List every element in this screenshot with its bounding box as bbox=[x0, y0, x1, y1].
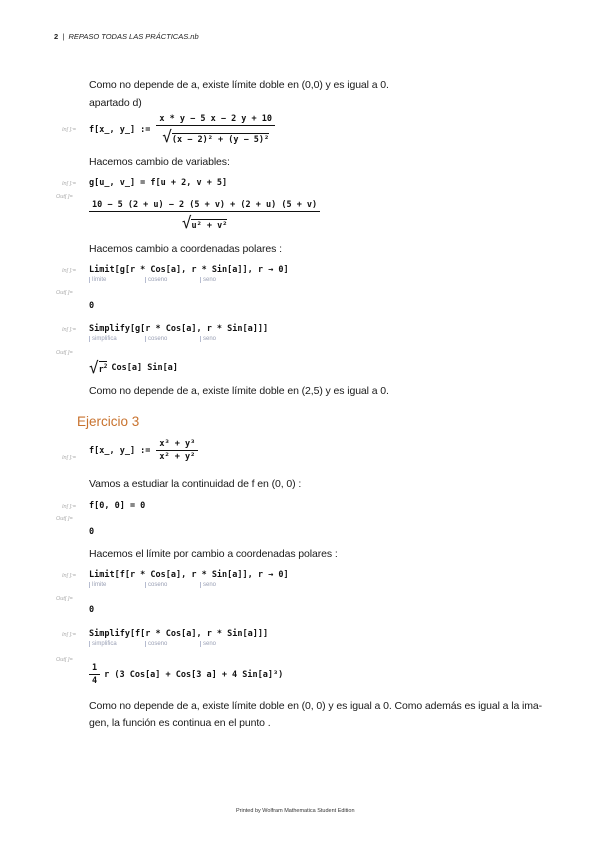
hint-sin: seno bbox=[200, 582, 216, 588]
input-label: In[ ]:= bbox=[62, 455, 76, 461]
text-paragraph: Hacemos cambio de variables: bbox=[89, 156, 230, 168]
text-paragraph: Hacemos el límite por cambio a coordenadas polares : bbox=[89, 548, 338, 560]
text-paragraph: Como no depende de a, existe límite doble en (2,5) y es igual a 0. bbox=[89, 385, 389, 397]
hint-limit: límite bbox=[89, 277, 106, 283]
input-cell[interactable]: Simplify[g[r * Cos[a], r * Sin[a]]] bbox=[89, 324, 269, 334]
input-label: In[ ]:= bbox=[62, 504, 76, 510]
output-label: Out[ ]= bbox=[56, 516, 73, 522]
input-cell[interactable] bbox=[89, 114, 275, 146]
definition-lhs: f[x_, y_] := bbox=[89, 125, 151, 135]
hint-simplify: simplifica bbox=[89, 336, 117, 342]
hint-simplify: simplifica bbox=[89, 641, 117, 647]
text-paragraph: Como no depende de a, existe límite doble en (0, 0) y es igual a 0. Como además es igual a la ima- bbox=[89, 700, 543, 712]
input-cell[interactable]: g[u_, v_] = f[u + 2, v + 5] bbox=[89, 178, 228, 188]
header-separator: | bbox=[62, 32, 65, 41]
output-label: Out[ ]= bbox=[56, 596, 73, 602]
output-label: Out[ ]= bbox=[56, 194, 73, 200]
page-number: 2 bbox=[54, 32, 59, 41]
numerator: 10 − 5 (2 + u) − 2 (5 + v) + (2 + u) (5 + v) bbox=[89, 200, 320, 212]
definition-lhs: f[x_, y_] := bbox=[89, 445, 151, 456]
input-cell[interactable]: f[0, 0] = 0 bbox=[89, 501, 146, 511]
fraction bbox=[89, 663, 100, 686]
numerator: x * y − 5 x − 2 y + 10 bbox=[156, 114, 275, 126]
denominator: √(x − 2)² + (y − 5)² bbox=[162, 127, 270, 146]
output-cell bbox=[89, 200, 320, 232]
denominator: 4 bbox=[92, 676, 98, 686]
output-label: Out[ ]= bbox=[56, 350, 73, 356]
input-label: In[ ]:= bbox=[62, 181, 76, 187]
hint-cos: coseno bbox=[145, 582, 167, 588]
page-header bbox=[54, 32, 199, 41]
output-cell: √ $r^2$ Cos[a] Sin[a] bbox=[89, 358, 178, 377]
text-paragraph: Como no depende de a, existe límite doble en (0,0) y es igual a 0. bbox=[89, 79, 389, 91]
input-label: In[ ]:= bbox=[62, 632, 76, 638]
input-label: In[ ]:= bbox=[62, 268, 76, 274]
input-label: In[ ]:= bbox=[62, 127, 76, 133]
fraction bbox=[89, 200, 320, 232]
text-paragraph: apartado d) bbox=[89, 97, 142, 109]
denominator: √u² + v² bbox=[181, 213, 228, 232]
output-label: Out[ ]= bbox=[56, 657, 73, 663]
fraction bbox=[156, 114, 275, 146]
notebook-title: REPASO TODAS LAS PRÁCTICAS.nb bbox=[68, 32, 199, 41]
hint-sin: seno bbox=[200, 641, 216, 647]
text-paragraph: Hacemos cambio a coordenadas polares : bbox=[89, 243, 282, 255]
numerator: 1 bbox=[89, 663, 100, 675]
sqrt-symbol: √ bbox=[89, 358, 99, 377]
output-cell: 0 bbox=[89, 527, 95, 537]
output-label: Out[ ]= bbox=[56, 290, 73, 296]
section-title: Ejercicio 3 bbox=[77, 414, 140, 429]
input-label: In[ ]:= bbox=[62, 327, 76, 333]
hint-cos: coseno bbox=[145, 641, 167, 647]
text-paragraph: Vamos a estudiar la continuidad de f en (0, 0) : bbox=[89, 478, 302, 490]
hint-limit: límite bbox=[89, 582, 106, 588]
print-footer: Printed by Wolfram Mathematica Student Edition bbox=[236, 808, 355, 814]
input-cell[interactable]: Limit[g[r * Cos[a], r * Sin[a]], r → 0] bbox=[89, 265, 289, 275]
input-cell[interactable]: Limit[f[r * Cos[a], r * Sin[a]], r → 0] bbox=[89, 570, 289, 580]
output-cell: 0 bbox=[89, 301, 95, 311]
numerator: x³ + y³ bbox=[156, 439, 198, 451]
output-cell: $\frac{1}{4}$ r (3 Cos[a] + Cos[3 a] + 4 Sin[a]³) bbox=[89, 663, 283, 686]
text-paragraph: gen, la función es continua en el punto . bbox=[89, 717, 271, 729]
input-cell[interactable]: Simplify[f[r * Cos[a], r * Sin[a]]] bbox=[89, 629, 269, 639]
input-cell[interactable] bbox=[89, 439, 198, 462]
hint-cos: coseno bbox=[145, 336, 167, 342]
hint-sin: seno bbox=[200, 277, 216, 283]
denominator: x² + y² bbox=[159, 452, 196, 462]
hint-sin: seno bbox=[200, 336, 216, 342]
output-cell: 0 bbox=[89, 605, 95, 615]
input-label: In[ ]:= bbox=[62, 573, 76, 579]
hint-cos: coseno bbox=[145, 277, 167, 283]
fraction bbox=[156, 439, 198, 462]
